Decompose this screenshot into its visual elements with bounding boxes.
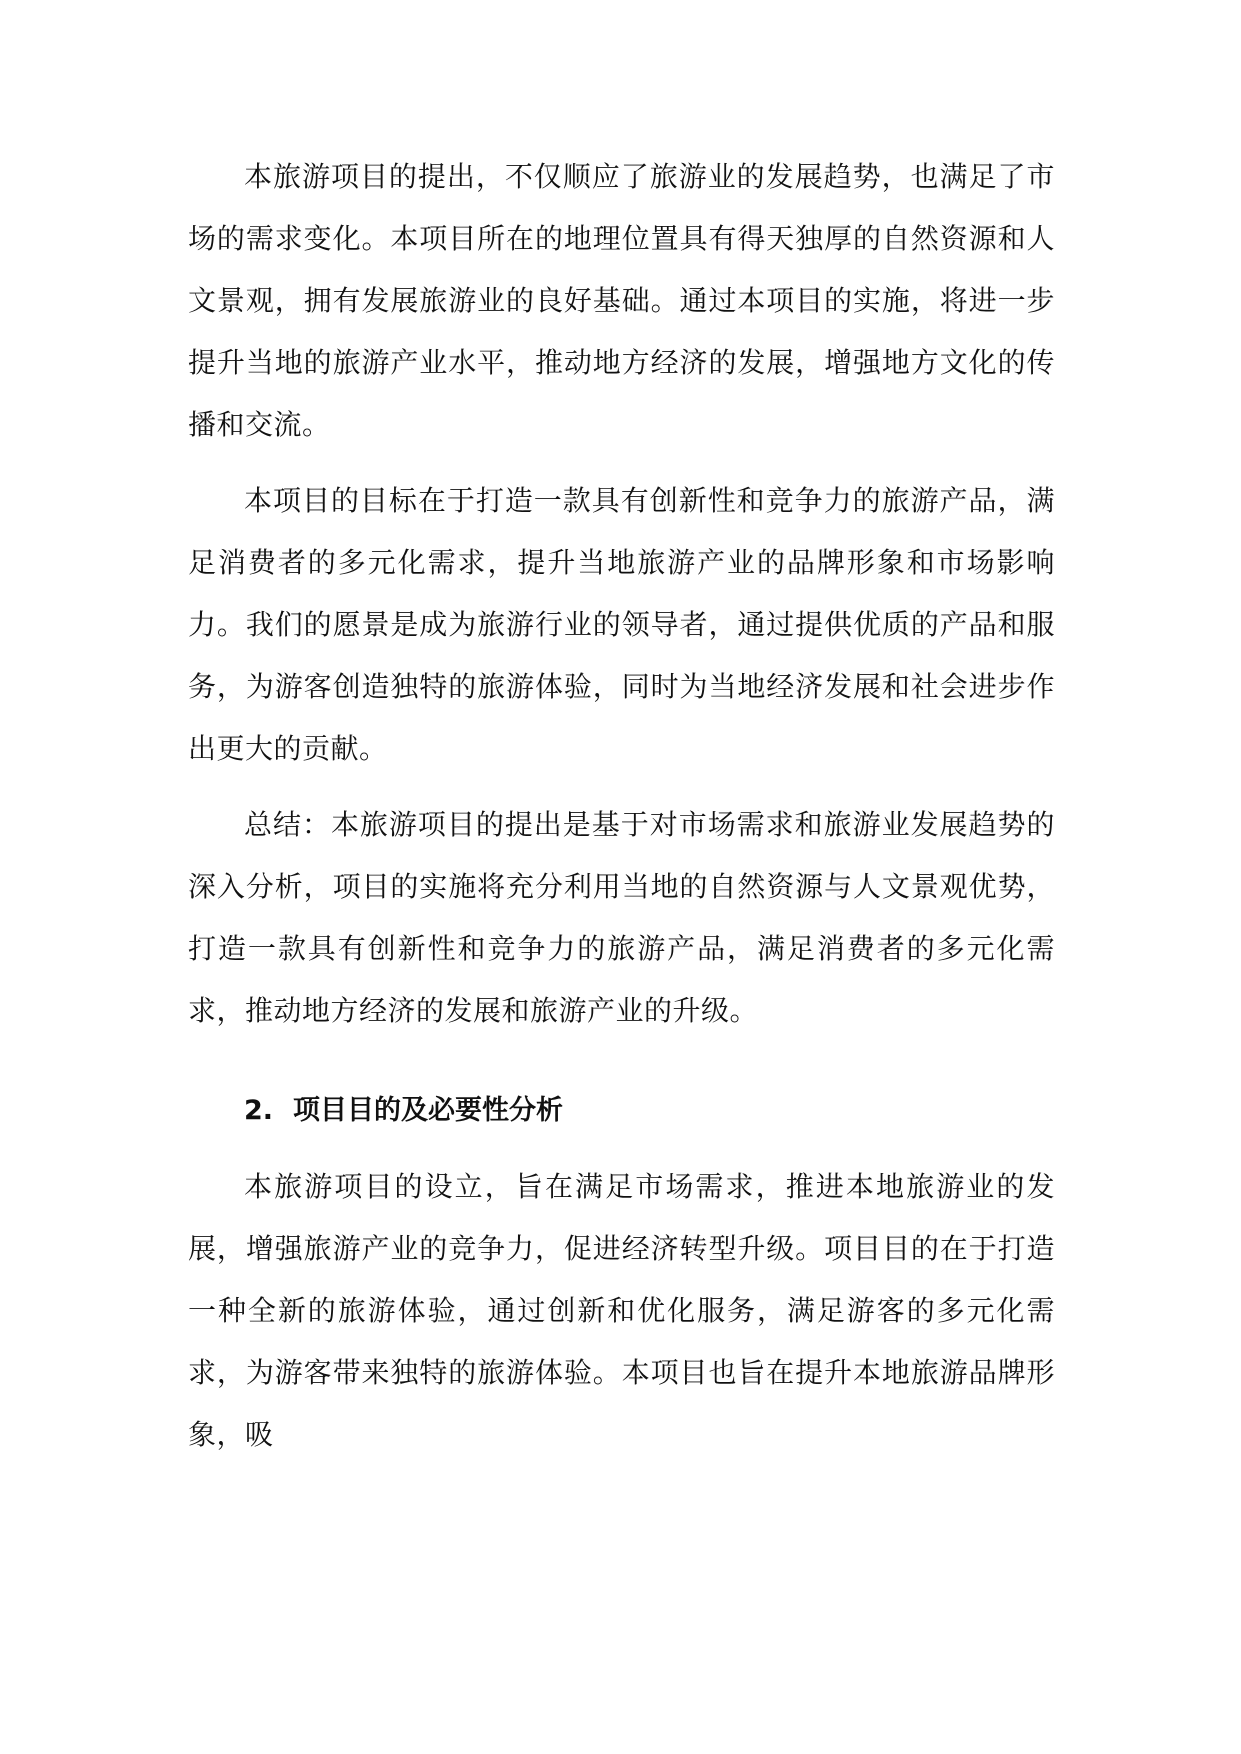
section-title: 项目目的及必要性分析 (293, 1095, 564, 1126)
paragraph-project-purpose: 本旅游项目的设立，旨在满足市场需求，推进本地旅游业的发展，增强旅游产业的竞争力，促进经济转型升级。项目目的在于打造一种全新的旅游体验，通过创新和优化服务，满足游客的多元化需求，为游客带来独特的旅游体验。本项目也旨在提升本地旅游品牌形象，吸 (188, 1170, 1055, 1451)
paragraph-project-background: 本旅游项目的提出，不仅顺应了旅游业的发展趋势，也满足了市场的需求变化。本项目所在的地理位置具有得天独厚的自然资源和人文景观，拥有发展旅游业的良好基础。通过本项目的实施，将进一步提升当地的旅游产业水平，推动地方经济的发展，增强地方文化的传播和交流。 (188, 160, 1055, 441)
document-body (188, 146, 1055, 1466)
section-number: 2. (244, 1095, 274, 1126)
paragraph-project-goal: 本项目的目标在于打造一款具有创新性和竞争力的旅游产品，满足消费者的多元化需求，提升当地旅游产业的品牌形象和市场影响力。我们的愿景是成为旅游行业的领导者，通过提供优质的产品和服务，为游客创造独特的旅游体验，同时为当地经济发展和社会进步作出更大的贡献。 (188, 484, 1055, 765)
paragraph-summary: 总结：本旅游项目的提出是基于对市场需求和旅游业发展趋势的深入分析，项目的实施将充分利用当地的自然资源与人文景观优势，打造一款具有创新性和竞争力的旅游产品，满足消费者的多元化需求，推动地方经济的发展和旅游产业的升级。 (188, 808, 1055, 1027)
section-heading (188, 1080, 1055, 1142)
